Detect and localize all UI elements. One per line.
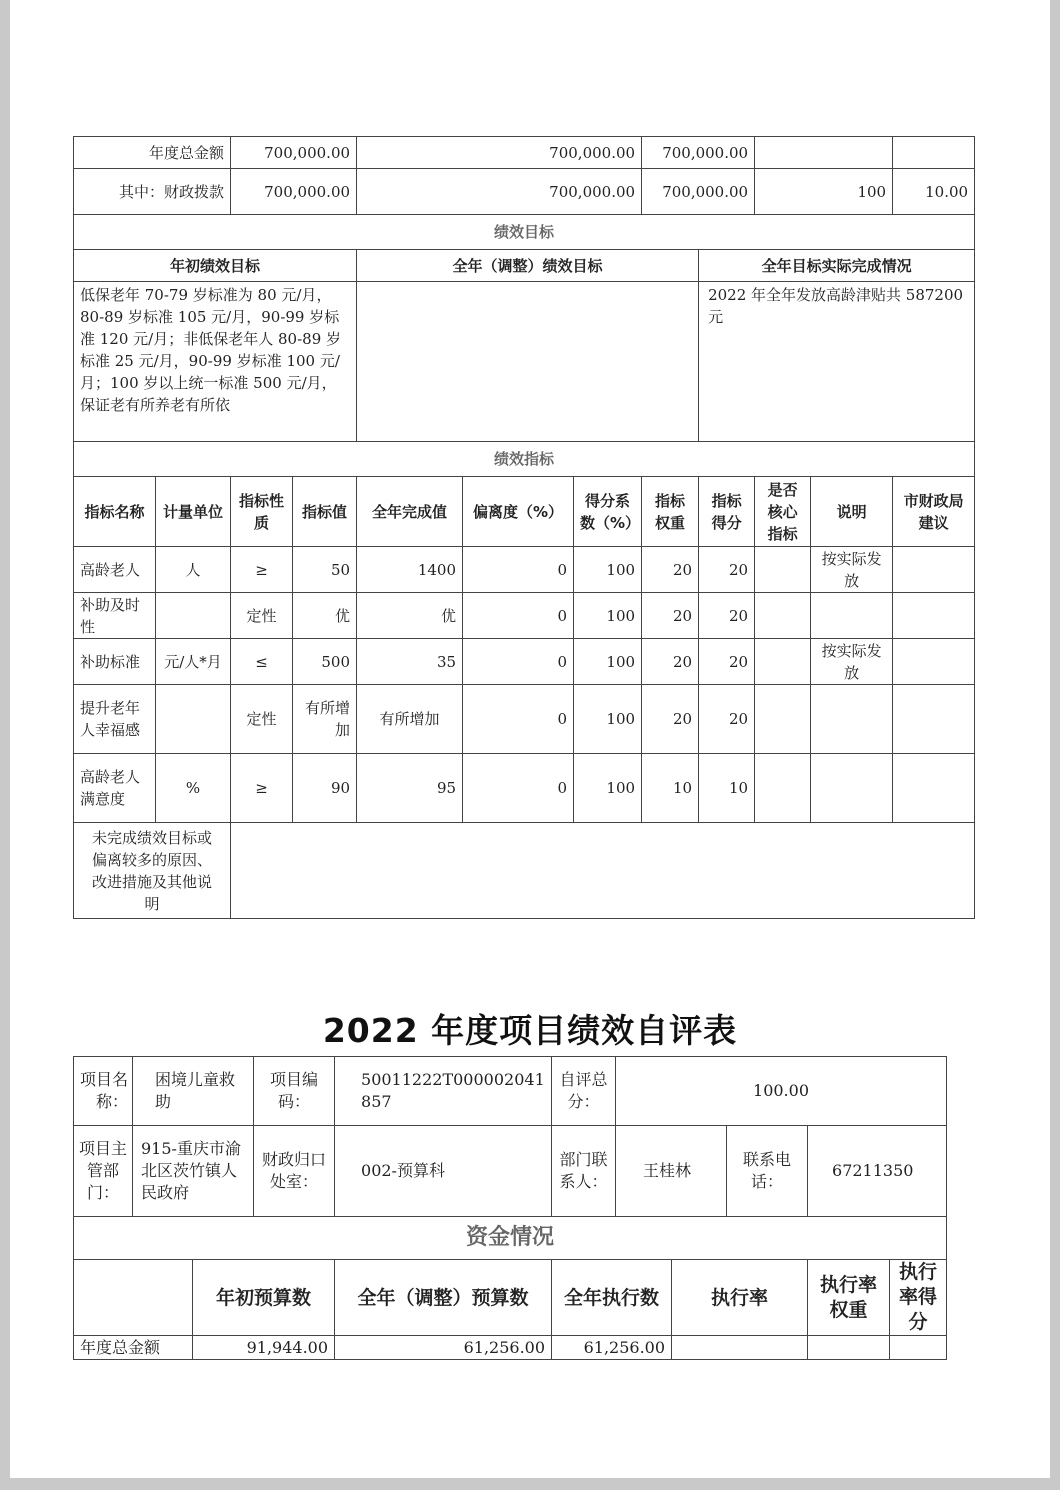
indicator-value: 500	[293, 639, 357, 685]
indicator-core	[755, 547, 811, 593]
fund-score	[890, 1336, 947, 1360]
phone: 67211350	[808, 1126, 947, 1217]
indicator-weight: 20	[642, 593, 699, 639]
indicator-header: 全年完成值	[357, 477, 463, 547]
indicator-score: 10	[699, 754, 755, 823]
fund-header: 执行率	[672, 1260, 808, 1336]
indicator-weight: 20	[642, 547, 699, 593]
indicator-deviation: 0	[463, 754, 574, 823]
indicator-coefficient: 100	[574, 639, 642, 685]
indicator-score: 20	[699, 593, 755, 639]
contact-label: 部门联系人：	[552, 1126, 616, 1217]
goal-initial-text: 低保老年 70-79 岁标准为 80 元/月，80-89 岁标准 105 元/月，90-99 岁标准 120 元/月；非低保老年人 80-89 岁标准 25 元/月，90-99 岁标准 100 元/月；100 岁以上统一标准 500 元/月，保证老有所养老有所依	[74, 282, 357, 442]
indicator-name: 补助标准	[74, 639, 156, 685]
goals-header-initial: 年初绩效目标	[74, 250, 357, 282]
indicator-weight: 20	[642, 639, 699, 685]
fund-header-row	[74, 1260, 947, 1336]
amount-row-total	[74, 137, 975, 169]
indicator-weight: 20	[642, 685, 699, 754]
indicator-unit	[156, 593, 231, 639]
indicator-score: 20	[699, 685, 755, 754]
goals-header-actual: 全年目标实际完成情况	[699, 250, 975, 282]
indicator-row	[74, 685, 975, 754]
indicator-name: 提升老年人幸福感	[74, 685, 156, 754]
indicator-advice	[893, 593, 975, 639]
goals-header-adjusted: 全年（调整）绩效目标	[357, 250, 699, 282]
indicator-row	[74, 593, 975, 639]
fund-header: 执行率得分	[890, 1260, 947, 1336]
self-score: 100.00	[616, 1057, 947, 1126]
amount-label: 年度总金额	[74, 137, 231, 169]
fund-rate	[672, 1336, 808, 1360]
indicator-coefficient: 100	[574, 754, 642, 823]
phone-label: 联系电话：	[727, 1126, 808, 1217]
indicator-score: 20	[699, 639, 755, 685]
indicator-value: 50	[293, 547, 357, 593]
indicator-core	[755, 754, 811, 823]
office-label: 财政归口处室：	[254, 1126, 335, 1217]
indicator-nature: 定性	[231, 593, 293, 639]
indicator-header: 得分系数（%）	[574, 477, 642, 547]
self-score-label: 自评总分：	[552, 1057, 616, 1126]
indicator-coefficient: 100	[574, 547, 642, 593]
goal-adjusted-text	[357, 282, 699, 442]
indicator-name: 补助及时性	[74, 593, 156, 639]
indicator-note: 按实际发放	[811, 547, 893, 593]
indicator-nature: 定性	[231, 685, 293, 754]
indicator-note	[811, 593, 893, 639]
project-name: 困境儿童救助	[133, 1057, 254, 1126]
indicator-done: 35	[357, 639, 463, 685]
indicator-weight: 10	[642, 754, 699, 823]
fund-section-title: 资金情况	[74, 1217, 947, 1260]
indicator-done: 95	[357, 754, 463, 823]
unfinished-value	[231, 823, 975, 919]
goal-actual-text: 2022 年全年发放高龄津贴共 587200 元	[699, 282, 975, 442]
indicator-note	[811, 685, 893, 754]
fund-header	[74, 1260, 193, 1336]
indicator-header: 指标性质	[231, 477, 293, 547]
fund-weight	[808, 1336, 890, 1360]
project-code: 50011222T000002041857	[335, 1057, 552, 1126]
indicator-score: 20	[699, 547, 755, 593]
indicator-deviation: 0	[463, 593, 574, 639]
indicator-row	[74, 639, 975, 685]
indicator-header: 计量单位	[156, 477, 231, 547]
indicators-section-title: 绩效指标	[74, 442, 975, 477]
indicator-header: 是否核心指标	[755, 477, 811, 547]
fund-header: 全年执行数	[552, 1260, 672, 1336]
office: 002-预算科	[335, 1126, 552, 1217]
fund-executed: 61,256.00	[552, 1336, 672, 1360]
indicator-deviation: 0	[463, 639, 574, 685]
indicator-header-row	[74, 477, 975, 547]
indicator-advice	[893, 754, 975, 823]
amount-weight: 10.00	[893, 169, 975, 215]
amount-adjusted: 700,000.00	[357, 169, 642, 215]
indicator-deviation: 0	[463, 685, 574, 754]
amount-label: 其中：财政拨款	[74, 169, 231, 215]
amount-rate: 100	[755, 169, 893, 215]
fund-header: 年初预算数	[193, 1260, 335, 1336]
amount-executed: 700,000.00	[642, 169, 755, 215]
indicator-header: 指标得分	[699, 477, 755, 547]
indicator-nature: ≥	[231, 547, 293, 593]
indicator-note: 按实际发放	[811, 639, 893, 685]
indicator-note	[811, 754, 893, 823]
indicator-advice	[893, 639, 975, 685]
indicator-value: 有所增加	[293, 685, 357, 754]
indicator-unit: %	[156, 754, 231, 823]
amount-initial: 700,000.00	[231, 169, 357, 215]
indicator-coefficient: 100	[574, 593, 642, 639]
indicator-nature: ≤	[231, 639, 293, 685]
indicator-header: 指标值	[293, 477, 357, 547]
fund-label: 年度总金额	[74, 1336, 193, 1360]
fund-initial: 91,944.00	[193, 1336, 335, 1360]
indicator-header: 说明	[811, 477, 893, 547]
indicator-coefficient: 100	[574, 685, 642, 754]
performance-table-1	[73, 136, 975, 919]
indicator-row	[74, 754, 975, 823]
amount-row-finance	[74, 169, 975, 215]
indicator-row	[74, 547, 975, 593]
fund-header: 全年（调整）预算数	[335, 1260, 552, 1336]
indicator-unit	[156, 685, 231, 754]
indicator-done: 1400	[357, 547, 463, 593]
contact: 王桂林	[616, 1126, 727, 1217]
indicator-unit: 元/人*月	[156, 639, 231, 685]
indicator-done: 优	[357, 593, 463, 639]
amount-adjusted: 700,000.00	[357, 137, 642, 169]
unfinished-label: 未完成绩效目标或偏离较多的原因、改进措施及其他说明	[74, 823, 231, 919]
indicator-core	[755, 639, 811, 685]
dept-label: 项目主管部门：	[74, 1126, 133, 1217]
indicator-advice	[893, 685, 975, 754]
indicator-header: 偏离度（%）	[463, 477, 574, 547]
dept: 915-重庆市渝北区茨竹镇人民政府	[133, 1126, 254, 1217]
indicator-done: 有所增加	[357, 685, 463, 754]
fund-row	[74, 1336, 947, 1360]
indicator-core	[755, 593, 811, 639]
amount-weight	[893, 137, 975, 169]
indicator-value: 90	[293, 754, 357, 823]
indicator-header: 市财政局建议	[893, 477, 975, 547]
fund-header: 执行率权重	[808, 1260, 890, 1336]
fund-adjusted: 61,256.00	[335, 1336, 552, 1360]
performance-table-2	[73, 1056, 947, 1360]
indicator-header: 指标权重	[642, 477, 699, 547]
amount-initial: 700,000.00	[231, 137, 357, 169]
indicator-nature: ≥	[231, 754, 293, 823]
goals-section-title: 绩效目标	[74, 215, 975, 250]
document-title: 2022 年度项目绩效自评表	[322, 1011, 738, 1050]
indicator-advice	[893, 547, 975, 593]
indicator-header: 指标名称	[74, 477, 156, 547]
amount-rate	[755, 137, 893, 169]
indicator-name: 高龄老人	[74, 547, 156, 593]
indicator-deviation: 0	[463, 547, 574, 593]
indicator-core	[755, 685, 811, 754]
project-name-label: 项目名称：	[74, 1057, 133, 1126]
indicator-unit: 人	[156, 547, 231, 593]
indicator-name: 高龄老人满意度	[74, 754, 156, 823]
project-code-label: 项目编码：	[254, 1057, 335, 1126]
indicator-value: 优	[293, 593, 357, 639]
amount-executed: 700,000.00	[642, 137, 755, 169]
